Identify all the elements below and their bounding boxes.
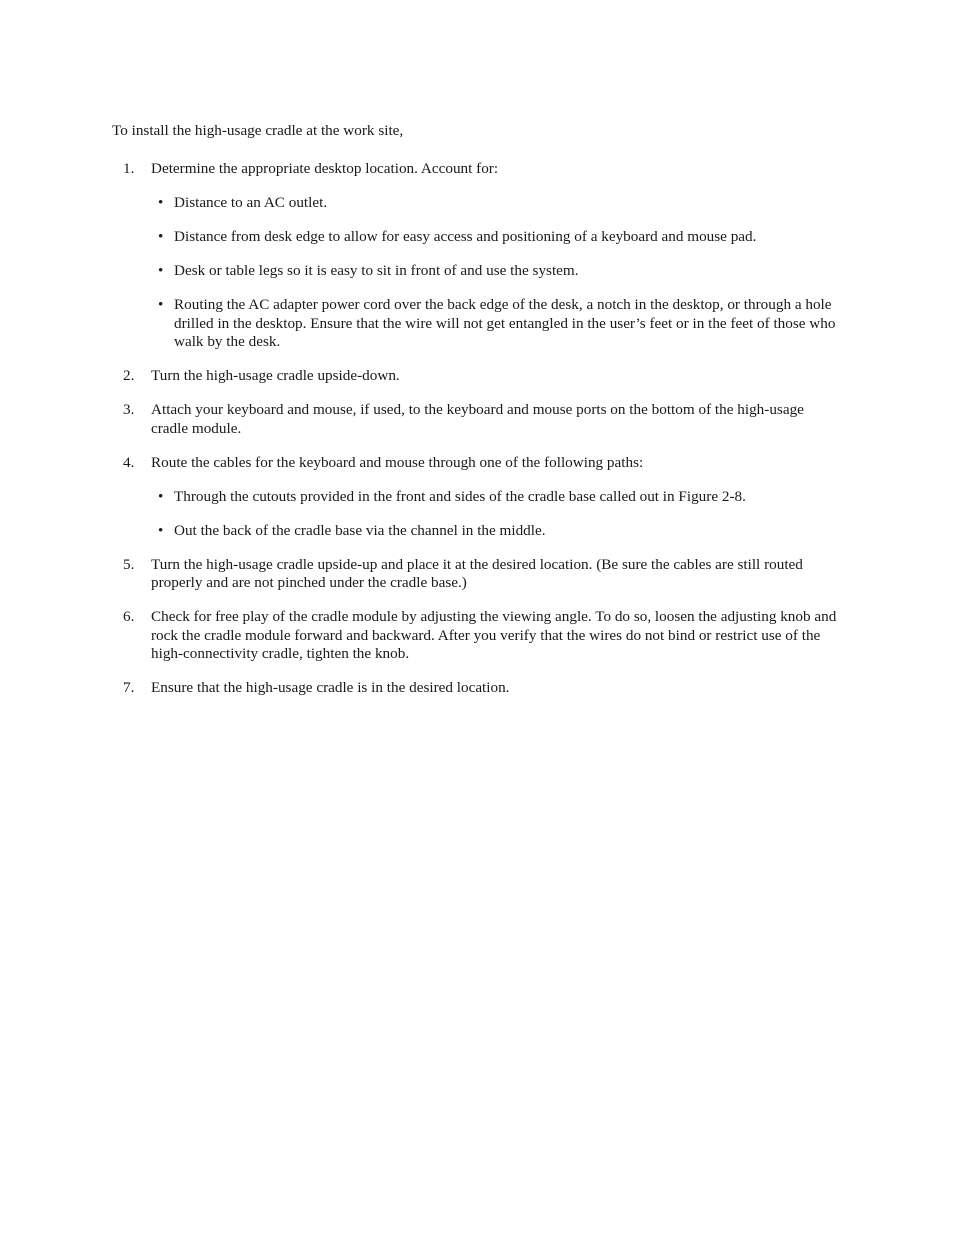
bullet-dot-icon: •: [158, 228, 164, 245]
step-number: 6.: [123, 608, 135, 625]
bullet-dot-icon: •: [158, 194, 164, 211]
step-item-7: [112, 679, 842, 698]
step-text: Turn the high-usage cradle upside-up and place it at the desired location. (Be sure the cables are still routed properly and are not pinched under the cradle base.): [151, 555, 803, 591]
step-number: 5.: [123, 555, 135, 573]
bullet-item: [151, 296, 842, 352]
bullet-item: [151, 194, 842, 213]
bullet-item: [151, 522, 842, 541]
step-number: 7.: [123, 679, 135, 696]
step-text: Turn the high-usage cradle upside-down.: [151, 367, 400, 384]
bullet-dot-icon: •: [158, 296, 164, 313]
step-number: 1.: [123, 160, 135, 177]
installation-steps-list: [112, 160, 842, 713]
step-item-1: [112, 160, 842, 352]
bullet-text: Through the cutouts provided in the front and sides of the cradle base called out in Figure 2-8.: [174, 487, 746, 505]
bullet-dot-icon: •: [158, 262, 164, 279]
bullet-list: [151, 488, 842, 541]
step-number: 4.: [123, 453, 135, 471]
step-item-3: [112, 401, 842, 438]
step-text: Ensure that the high-usage cradle is in the desired location.: [151, 679, 510, 696]
step-text: Route the cables for the keyboard and mouse through one of the following paths:: [151, 453, 644, 471]
bullet-text: Desk or table legs so it is easy to sit in front of and use the system.: [174, 262, 579, 279]
bullet-text: Out the back of the cradle base via the channel in the middle.: [174, 521, 546, 539]
bullet-text: Distance to an AC outlet.: [174, 194, 328, 211]
step-item-2: [112, 367, 842, 386]
bullet-dot-icon: •: [158, 521, 164, 539]
bullet-item: [151, 228, 842, 247]
step-item-4: [112, 454, 842, 541]
step-text: Determine the appropriate desktop location. Account for:: [151, 160, 499, 177]
intro-paragraph: To install the high-usage cradle at the work site,: [112, 122, 404, 139]
bullet-dot-icon: •: [158, 487, 164, 505]
step-number: 2.: [123, 367, 135, 384]
step-item-6: [112, 608, 842, 664]
bullet-text: Distance from desk edge to allow for easy access and positioning of a keyboard and mouse pad.: [174, 228, 757, 245]
bullet-text: Routing the AC adapter power cord over the back edge of the desk, a notch in the desktop, or through a hole drilled in the desktop. Ensure that the wire will not get entangled in the user’s feet or in the feet of those who walk by the desk.: [174, 296, 836, 350]
step-number: 3.: [123, 401, 135, 418]
bullet-list: [151, 194, 842, 352]
step-text: Attach your keyboard and mouse, if used, to the keyboard and mouse ports on the bottom of the high-usage cradle module.: [151, 401, 804, 437]
step-text: Check for free play of the cradle module by adjusting the viewing angle. To do so, loosen the adjusting knob and rock the cradle module forward and backward. After you verify that the wires do not bind or restrict use of the high-connectivity cradle, tighten the knob.: [151, 608, 837, 662]
bullet-item: [151, 262, 842, 281]
step-item-5: [112, 556, 842, 593]
bullet-item: [151, 488, 842, 507]
